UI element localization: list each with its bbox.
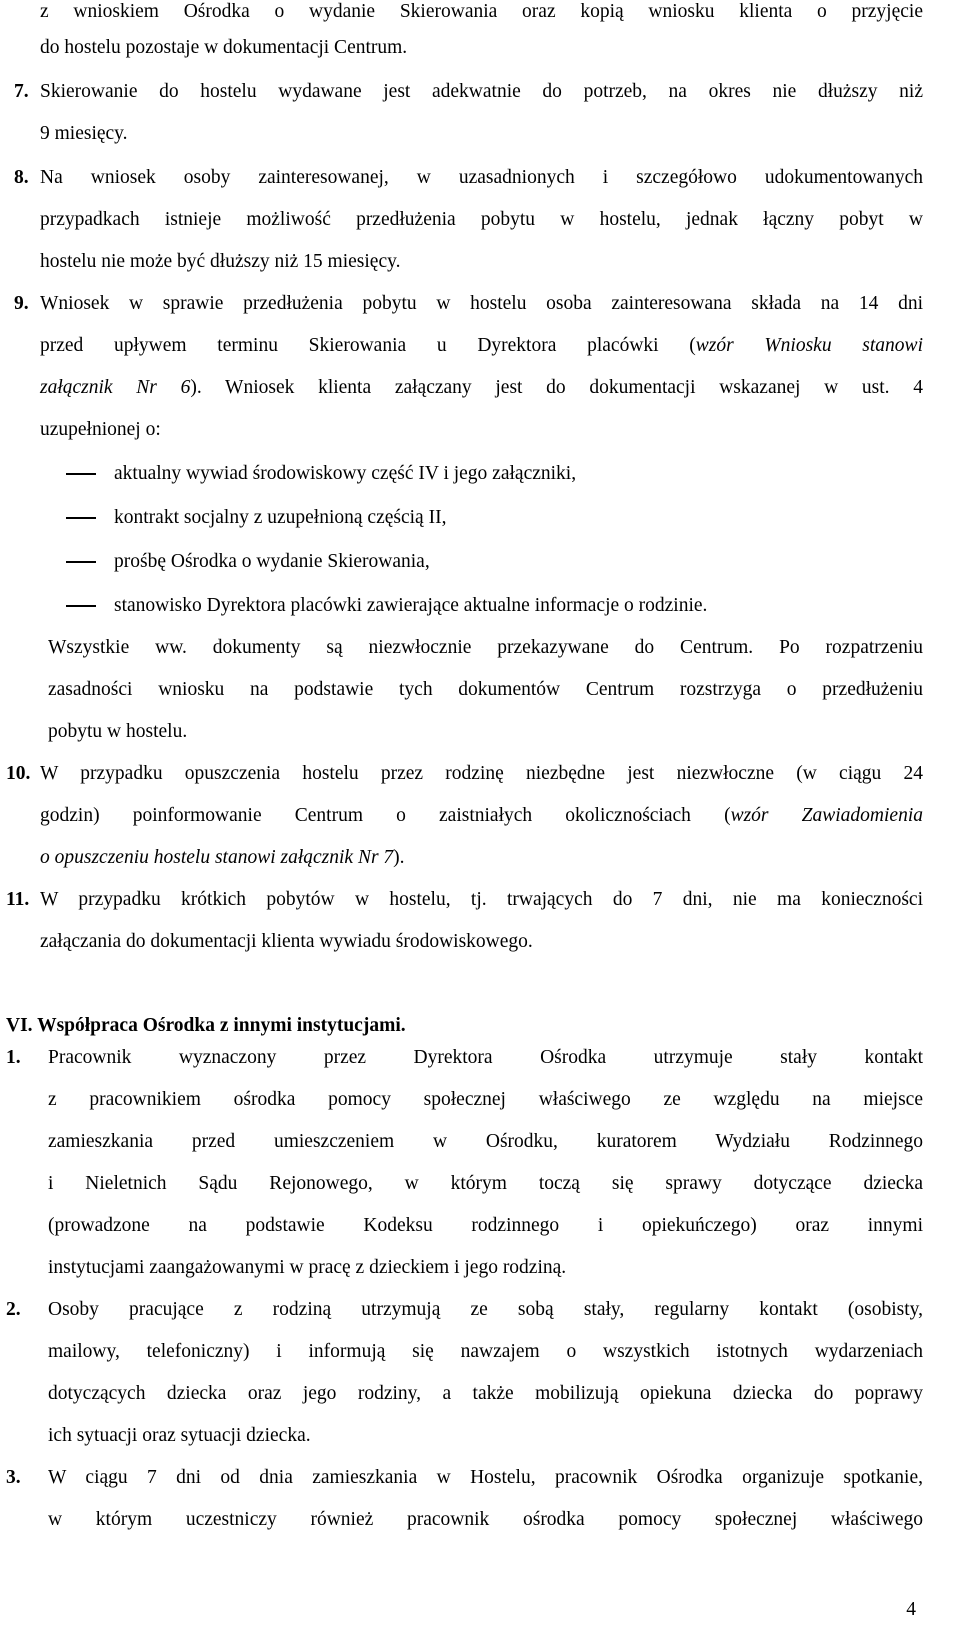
paragraph-line: z wnioskiem Ośrodka o wydanie Skierowania oraz kopią wniosku klienta o przyjęcie <box>40 1 923 22</box>
dash-bullet <box>66 605 96 607</box>
paragraph-line: Wszystkie ww. dokumenty są niezwłocznie przekazywane do Centrum. Po rozpatrzeniu <box>48 637 923 658</box>
paragraph-line: załącznik Nr 6). Wniosek klienta załączany jest do dokumentacji wskazanej w ust. 4 <box>40 377 923 398</box>
paragraph-line: mailowy, telefoniczny) i informują się nawzajem o wszystkich istotnych wydarzeniach <box>48 1341 923 1362</box>
paragraph-line: Skierowanie do hostelu wydawane jest adekwatnie do potrzeb, na okres nie dłuższy niż <box>40 81 923 102</box>
item-number: 1. <box>6 1047 21 1068</box>
dash-bullet <box>66 561 96 563</box>
paragraph-line: 9 miesięcy. <box>40 123 128 144</box>
dash-bullet <box>66 473 96 475</box>
page-number: 4 <box>906 1599 916 1620</box>
italic-reference: wzór Zawiadomienia <box>730 805 924 826</box>
italic-reference: wzór Wniosku stanowi <box>695 335 923 356</box>
paragraph-line: ich sytuacji oraz sytuacji dziecka. <box>48 1425 311 1446</box>
paragraph-line: przed upływem terminu Skierowania u Dyrektora placówki (wzór Wniosku stanowi <box>40 335 923 356</box>
paragraph-line: (prowadzone na podstawie Kodeksu rodzinnego i opiekuńczego) oraz innymi <box>48 1215 923 1236</box>
item-number: 9. <box>14 293 29 314</box>
italic-reference: załącznik Nr 6 <box>40 377 191 398</box>
paragraph-line: załączania do dokumentacji klienta wywiadu środowiskowego. <box>40 931 533 952</box>
paragraph-line: zasadności wniosku na podstawie tych dokumentów Centrum rozstrzyga o przedłużeniu <box>48 679 923 700</box>
paragraph-line: Wniosek w sprawie przedłużenia pobytu w hostelu osoba zainteresowana składa na 14 dni <box>40 293 923 314</box>
paragraph-line: Osoby pracujące z rodziną utrzymują ze sobą stały, regularny kontakt (osobisty, <box>48 1299 923 1320</box>
paragraph-line: hostelu nie może być dłuższy niż 15 miesięcy. <box>40 251 401 272</box>
paragraph-line: uzupełnionej o: <box>40 419 161 440</box>
paragraph-line: w którym uczestniczy również pracownik ośrodka pomocy społecznej właściwego <box>48 1509 923 1530</box>
list-item: stanowisko Dyrektora placówki zawierające aktualne informacje o rodzinie. <box>114 595 708 616</box>
item-number: 11. <box>6 889 30 910</box>
paragraph-line: godzin) poinformowanie Centrum o zaistniałych okolicznościach (wzór Zawiadomienia <box>40 805 924 826</box>
paragraph-line: i Nieletnich Sądu Rejonowego, w którym toczą się sprawy dotyczące dziecka <box>48 1173 923 1194</box>
paragraph-line: z pracownikiem ośrodka pomocy społecznej właściwego ze względu na miejsce <box>48 1089 923 1110</box>
paragraph-line: W przypadku krótkich pobytów w hostelu, tj. trwających do 7 dni, nie ma konieczności <box>40 889 923 910</box>
paragraph-line: do hostelu pozostaje w dokumentacji Centrum. <box>40 37 408 58</box>
list-item: kontrakt socjalny z uzupełnioną częścią II, <box>114 507 447 528</box>
item-number: 7. <box>14 81 29 102</box>
section-heading: VI. Współpraca Ośrodka z innymi instytucjami. <box>6 1015 406 1036</box>
item-number: 8. <box>14 167 29 188</box>
dash-bullet <box>66 517 96 519</box>
list-item: prośbę Ośrodka o wydanie Skierowania, <box>114 551 430 572</box>
list-item: aktualny wywiad środowiskowy część IV i jego załączniki, <box>114 463 577 484</box>
item-number: 2. <box>6 1299 21 1320</box>
paragraph-line: pobytu w hostelu. <box>48 721 188 742</box>
paragraph-line: dotyczących dziecka oraz jego rodziny, a także mobilizują opiekuna dziecka do poprawy <box>48 1383 923 1404</box>
paragraph-line: W przypadku opuszczenia hostelu przez rodzinę niezbędne jest niezwłoczne (w ciągu 24 <box>40 763 923 784</box>
paragraph-line: Pracownik wyznaczony przez Dyrektora Ośrodka utrzymuje stały kontakt <box>48 1047 923 1068</box>
paragraph-line: Na wniosek osoby zainteresowanej, w uzasadnionych i szczegółowo udokumentowanych <box>40 167 923 188</box>
paragraph-line: instytucjami zaangażowanymi w pracę z dzieckiem i jego rodziną. <box>48 1257 567 1278</box>
item-number: 3. <box>6 1467 21 1488</box>
item-number: 10. <box>6 763 31 784</box>
paragraph-line: o opuszczeniu hostelu stanowi załącznik Nr 7). <box>40 847 405 868</box>
paragraph-line: W ciągu 7 dni od dnia zamieszkania w Hostelu, pracownik Ośrodka organizuje spotkanie, <box>48 1467 923 1488</box>
paragraph-line: przypadkach istnieje możliwość przedłużenia pobytu w hostelu, jednak łączny pobyt w <box>40 209 923 230</box>
paragraph-line: zamieszkania przed umieszczeniem w Ośrodku, kuratorem Wydziału Rodzinnego <box>48 1131 923 1152</box>
italic-reference: o opuszczeniu hostelu stanowi załącznik Nr 7 <box>40 847 394 868</box>
